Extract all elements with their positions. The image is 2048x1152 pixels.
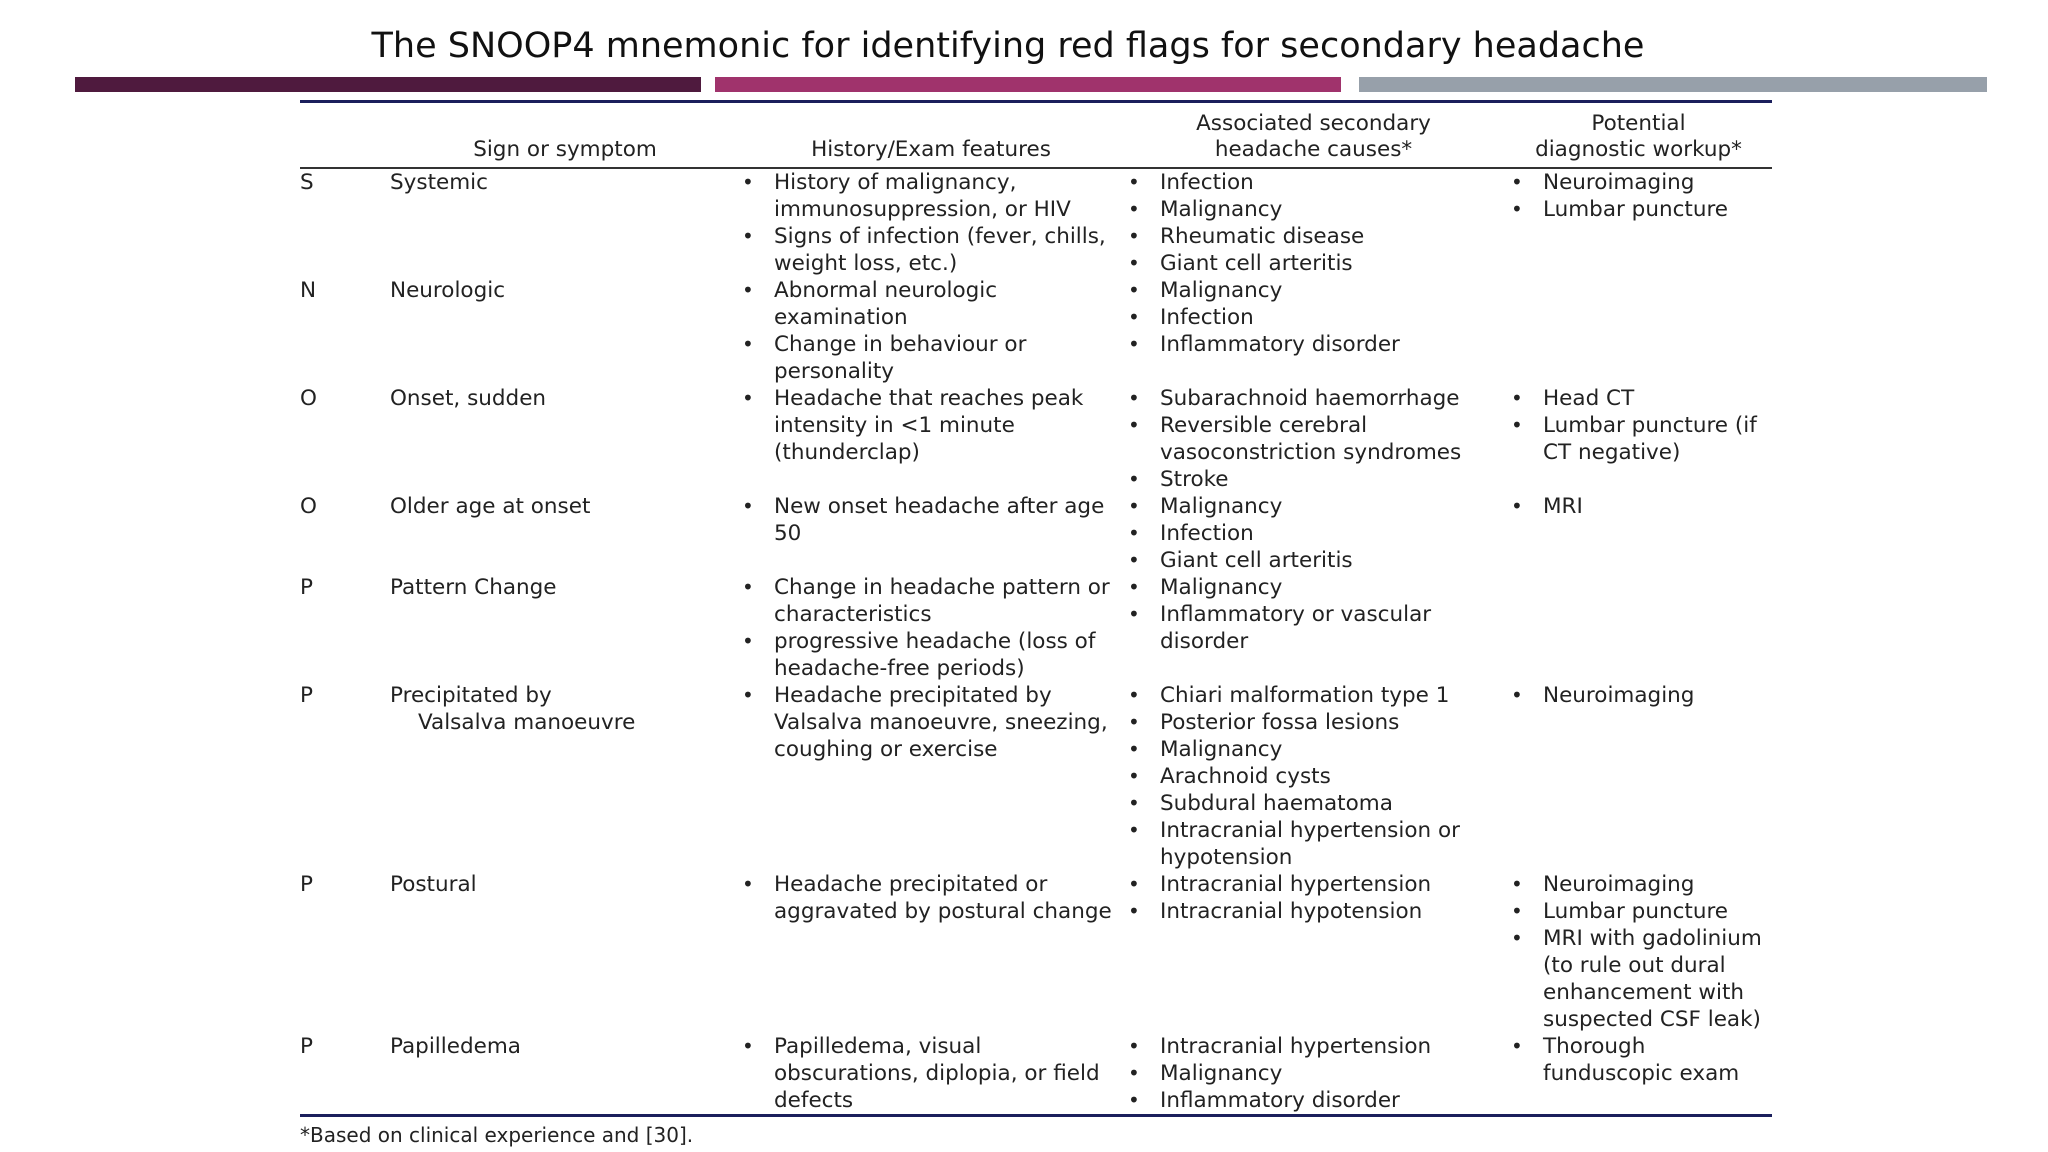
table-row xyxy=(300,1033,1772,1114)
history-list xyxy=(736,574,1122,682)
history-exam-cell xyxy=(740,277,1122,385)
table-header-row xyxy=(300,103,1772,167)
workup-cell xyxy=(1505,574,1772,682)
header-line: diagnostic workup* xyxy=(1535,137,1742,162)
workup-item: • Lumbar puncture xyxy=(1505,196,1772,223)
mnemonic-letter: O xyxy=(300,386,317,411)
cause-item: • Malignancy xyxy=(1122,574,1505,601)
workup-cell xyxy=(1505,385,1772,493)
workup-cell xyxy=(1505,871,1772,1033)
table-bottom-rule xyxy=(300,1114,1772,1117)
sign-symptom-cell xyxy=(390,682,740,871)
history-exam-cell xyxy=(740,493,1122,574)
workup-cell xyxy=(1505,1033,1772,1114)
history-list xyxy=(736,682,1122,763)
history-item: • Signs of infection (fever, chills, weight loss, etc.) xyxy=(736,223,1122,277)
history-list xyxy=(736,871,1122,925)
cause-item: • Reversible cerebral vasoconstriction syndromes xyxy=(1122,412,1505,466)
workup-item: • MRI xyxy=(1505,493,1772,520)
workup-list xyxy=(1505,385,1772,466)
cause-item: • Posterior fossa lesions xyxy=(1122,709,1505,736)
title-accent-bars xyxy=(75,77,1987,92)
cause-item: • Malignancy xyxy=(1122,736,1505,763)
sign-symptom-text: Postural xyxy=(390,872,477,897)
cause-item: • Intracranial hypotension xyxy=(1122,898,1505,925)
history-exam-cell xyxy=(740,1033,1122,1114)
history-exam-cell xyxy=(740,682,1122,871)
cause-item: • Malignancy xyxy=(1122,1060,1505,1087)
history-list xyxy=(736,493,1122,547)
causes-cell xyxy=(1122,277,1505,385)
table-row xyxy=(300,493,1772,574)
cause-item: • Infection xyxy=(1122,169,1505,196)
cause-item: • Inflammatory disorder xyxy=(1122,331,1505,358)
cause-item: • Subarachnoid haemorrhage xyxy=(1122,385,1505,412)
history-exam-cell xyxy=(740,871,1122,1033)
cause-item: • Malignancy xyxy=(1122,196,1505,223)
workup-item: • Lumbar puncture xyxy=(1505,898,1772,925)
workup-item: • Lumbar puncture (if CT negative) xyxy=(1505,412,1772,466)
table-row xyxy=(300,574,1772,682)
sign-symptom-cell xyxy=(390,574,740,682)
history-list xyxy=(736,277,1122,385)
cause-list xyxy=(1122,385,1505,493)
snoop4-table-body xyxy=(300,169,1772,1114)
sign-symptom-text: Papilledema xyxy=(390,1034,521,1059)
sign-symptom-text: Systemic xyxy=(390,170,488,195)
causes-cell xyxy=(1122,385,1505,493)
sign-symptom-text: Pattern Change xyxy=(390,575,557,600)
mnemonic-letter: N xyxy=(300,278,317,303)
accent-bar-magenta xyxy=(715,77,1341,92)
workup-item: • Neuroimaging xyxy=(1505,682,1772,709)
snoop4-table xyxy=(300,103,1772,167)
history-item: • Papilledema, visual obscurations, diplopia, or field defects xyxy=(736,1033,1122,1114)
cause-list xyxy=(1122,574,1505,655)
workup-item: • MRI with gadolinium (to rule out dural enhancement with suspected CSF leak) xyxy=(1505,925,1772,1033)
history-exam-cell xyxy=(740,574,1122,682)
history-list xyxy=(736,1033,1122,1114)
history-item: • Change in headache pattern or characteristics xyxy=(736,574,1122,628)
header-sign-symptom: Sign or symptom xyxy=(473,137,657,162)
workup-list xyxy=(1505,493,1772,520)
sign-symptom-cell xyxy=(390,871,740,1033)
workup-item: • Thorough funduscopic exam xyxy=(1505,1033,1772,1087)
cause-list xyxy=(1122,277,1505,358)
mnemonic-letter: P xyxy=(300,872,313,897)
header-diagnostic-workup xyxy=(1505,103,1772,167)
cause-item: • Stroke xyxy=(1122,466,1505,493)
mnemonic-letter: S xyxy=(300,170,314,195)
cause-item: • Inflammatory or vascular disorder xyxy=(1122,601,1505,655)
header-line: headache causes* xyxy=(1214,137,1413,162)
history-item: • Headache precipitated or aggravated by postural change xyxy=(736,871,1122,925)
causes-cell xyxy=(1122,682,1505,871)
cause-item: • Malignancy xyxy=(1122,493,1505,520)
cause-item: • Giant cell arteritis xyxy=(1122,250,1505,277)
header-associated-causes xyxy=(1122,103,1505,167)
accent-bar-gray xyxy=(1359,77,1987,92)
cause-list xyxy=(1122,871,1505,925)
history-list xyxy=(736,385,1122,466)
table-row xyxy=(300,682,1772,871)
history-exam-cell xyxy=(740,169,1122,277)
history-item: • Headache precipitated by Valsalva manoeuvre, sneezing, coughing or exercise xyxy=(736,682,1122,763)
cause-item: • Arachnoid cysts xyxy=(1122,763,1505,790)
table-row xyxy=(300,277,1772,385)
workup-list xyxy=(1505,682,1772,709)
table-footnote: *Based on clinical experience and [30]. xyxy=(300,1123,694,1147)
sign-symptom-text: Precipitated by xyxy=(390,683,552,708)
sign-symptom-text: Neurologic xyxy=(390,278,506,303)
cause-item: • Intracranial hypertension xyxy=(1122,871,1505,898)
accent-bar-dark xyxy=(75,77,701,92)
sign-symptom-cell xyxy=(390,277,740,385)
workup-list xyxy=(1505,1033,1772,1087)
header-history-exam: History/Exam features xyxy=(811,137,1051,162)
slide-title: The SNOOP4 mnemonic for identifying red flags for secondary headache xyxy=(371,26,1645,66)
causes-cell xyxy=(1122,574,1505,682)
cause-list xyxy=(1122,169,1505,277)
sign-symptom-cell xyxy=(390,1033,740,1114)
sign-symptom-cell xyxy=(390,493,740,574)
cause-item: • Intracranial hypertension xyxy=(1122,1033,1505,1060)
cause-list xyxy=(1122,1033,1505,1114)
cause-item: • Infection xyxy=(1122,520,1505,547)
sign-symptom-cell xyxy=(390,169,740,277)
cause-item: • Giant cell arteritis xyxy=(1122,547,1505,574)
table-row xyxy=(300,385,1772,493)
workup-item: • Neuroimaging xyxy=(1505,871,1772,898)
workup-list xyxy=(1505,169,1772,223)
causes-cell xyxy=(1122,871,1505,1033)
history-item: • Change in behaviour or personality xyxy=(736,331,1122,385)
causes-cell xyxy=(1122,1033,1505,1114)
cause-item: • Rheumatic disease xyxy=(1122,223,1505,250)
header-line: Potential xyxy=(1591,111,1686,136)
workup-cell xyxy=(1505,277,1772,385)
cause-item: • Subdural haematoma xyxy=(1122,790,1505,817)
table-row xyxy=(300,871,1772,1033)
history-item: • New onset headache after age 50 xyxy=(736,493,1122,547)
header-line: Associated secondary xyxy=(1196,111,1431,136)
workup-cell xyxy=(1505,493,1772,574)
cause-list xyxy=(1122,682,1505,871)
mnemonic-letter: P xyxy=(300,575,313,600)
sign-symptom-text: Onset, sudden xyxy=(390,386,547,411)
cause-item: • Infection xyxy=(1122,304,1505,331)
mnemonic-letter: P xyxy=(300,1034,313,1059)
cause-item: • Inflammatory disorder xyxy=(1122,1087,1505,1114)
history-item: • Headache that reaches peak intensity in <1 minute (thunderclap) xyxy=(736,385,1122,466)
sign-symptom-text: Valsalva manoeuvre xyxy=(418,710,636,735)
cause-item: • Chiari malformation type 1 xyxy=(1122,682,1505,709)
workup-item: • Neuroimaging xyxy=(1505,169,1772,196)
mnemonic-letter: P xyxy=(300,683,313,708)
history-exam-cell xyxy=(740,385,1122,493)
header-letter xyxy=(300,103,390,167)
workup-item: • Head CT xyxy=(1505,385,1772,412)
history-item: • History of malignancy, immunosuppression, or HIV xyxy=(736,169,1122,223)
workup-cell xyxy=(1505,682,1772,871)
snoop4-table-container xyxy=(300,100,1772,1147)
mnemonic-letter: O xyxy=(300,494,317,519)
history-item: • Abnormal neurologic examination xyxy=(736,277,1122,331)
cause-list xyxy=(1122,493,1505,574)
cause-item: • Malignancy xyxy=(1122,277,1505,304)
workup-list xyxy=(1505,871,1772,1033)
sign-symptom-text: Older age at onset xyxy=(390,494,591,519)
workup-cell xyxy=(1505,169,1772,277)
table-row xyxy=(300,169,1772,277)
history-list xyxy=(736,169,1122,277)
causes-cell xyxy=(1122,169,1505,277)
cause-item: • Intracranial hypertension or hypotension xyxy=(1122,817,1505,871)
causes-cell xyxy=(1122,493,1505,574)
history-item: • progressive headache (loss of headache-free periods) xyxy=(736,628,1122,682)
sign-symptom-cell xyxy=(390,385,740,493)
